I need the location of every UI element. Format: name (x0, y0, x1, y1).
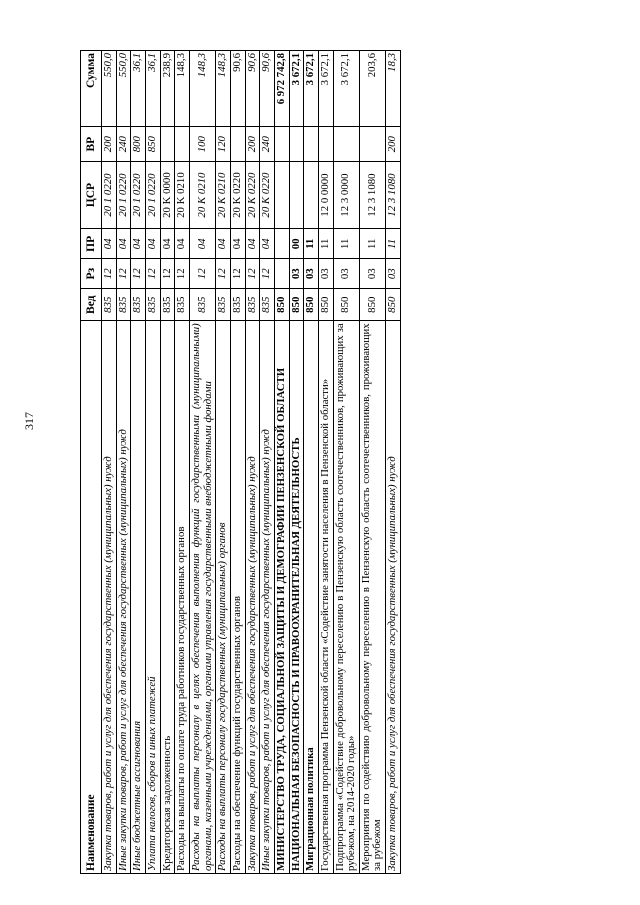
cell-csr: 20 K 0210 (189, 161, 215, 229)
cell-pr: 04 (216, 229, 231, 259)
cell-name: Расходы на выплаты персоналу в целях обеспечения выполнения функций государственными (муниципальными) органами, казенными учреждениями, органами управления государственными внебюджетными фондами (189, 321, 215, 874)
cell-csr: 20 K 0210 (216, 161, 231, 229)
table-body (102, 51, 401, 874)
header-vr: ВР (81, 127, 102, 161)
cell-rz: 12 (189, 259, 215, 289)
cell-vr (230, 127, 245, 161)
cell-pr: 04 (102, 229, 117, 259)
cell-ved: 835 (160, 289, 175, 321)
cell-csr: 20 1 0220 (102, 161, 117, 229)
cell-csr (304, 161, 319, 229)
cell-pr: 04 (131, 229, 146, 259)
cell-sum: 3 672,1 (289, 51, 304, 127)
cell-csr: 12 3 1080 (386, 161, 401, 229)
cell-rz: 12 (216, 259, 231, 289)
cell-sum: 238,9 (160, 51, 175, 127)
cell-vr (175, 127, 190, 161)
table-row (116, 51, 131, 874)
page-number: 317 (22, 412, 36, 430)
cell-pr: 04 (260, 229, 275, 259)
cell-vr (318, 127, 333, 161)
cell-vr (160, 127, 175, 161)
cell-ved: 835 (175, 289, 190, 321)
cell-csr (289, 161, 304, 229)
cell-rz: 12 (175, 259, 190, 289)
cell-sum: 6 972 742,8 (274, 51, 289, 127)
cell-pr: 11 (304, 229, 319, 259)
cell-name: Иные закупки товаров, работ и услуг для обеспечения государственных (муниципальных) нужд (116, 321, 131, 874)
cell-vr: 240 (116, 127, 131, 161)
cell-ved: 850 (386, 289, 401, 321)
header-name: Наименование (81, 321, 102, 874)
cell-ved: 835 (131, 289, 146, 321)
cell-rz: 12 (102, 259, 117, 289)
cell-sum: 203,6 (359, 51, 385, 127)
cell-name: Подпрограмма «Содействие добровольному переселению в Пензенскую область соотечественников, проживающих за рубежом, на 2014-2020 годы» (333, 321, 359, 874)
cell-sum: 148,3 (216, 51, 231, 127)
cell-vr (304, 127, 319, 161)
cell-csr: 20 1 0220 (145, 161, 160, 229)
table-row (160, 51, 175, 874)
cell-pr: 00 (289, 229, 304, 259)
cell-sum: 90,6 (230, 51, 245, 127)
cell-ved: 835 (216, 289, 231, 321)
cell-ved: 835 (245, 289, 260, 321)
budget-table-sheet (80, 50, 544, 874)
cell-sum: 90,6 (260, 51, 275, 127)
cell-vr: 200 (102, 127, 117, 161)
cell-vr (274, 127, 289, 161)
cell-name: Миграционная политика (304, 321, 319, 874)
cell-vr (359, 127, 385, 161)
table-row (318, 51, 333, 874)
cell-rz: 03 (386, 259, 401, 289)
cell-csr: 20 1 0220 (131, 161, 146, 229)
cell-sum: 550,0 (116, 51, 131, 127)
cell-pr: 11 (359, 229, 385, 259)
cell-rz: 03 (289, 259, 304, 289)
cell-pr: 04 (175, 229, 190, 259)
cell-pr: 04 (230, 229, 245, 259)
table-row (274, 51, 289, 874)
cell-csr: 20 K 0210 (175, 161, 190, 229)
cell-rz: 03 (318, 259, 333, 289)
table-header (81, 51, 102, 874)
cell-rz: 12 (116, 259, 131, 289)
table-row (333, 51, 359, 874)
cell-rz: 12 (260, 259, 275, 289)
cell-csr: 12 3 0000 (333, 161, 359, 229)
cell-name: Иные закупки товаров, работ и услуг для обеспечения государственных (муниципальных) нужд (260, 321, 275, 874)
table-row (304, 51, 319, 874)
cell-sum: 90,6 (245, 51, 260, 127)
cell-pr: 04 (189, 229, 215, 259)
cell-name: Государственная программа Пензенской области «Содействие занятости населения в Пензенской области» (318, 321, 333, 874)
cell-ved: 835 (189, 289, 215, 321)
cell-ved: 850 (274, 289, 289, 321)
cell-rz: 12 (131, 259, 146, 289)
cell-vr: 200 (386, 127, 401, 161)
table-row (359, 51, 385, 874)
cell-vr (333, 127, 359, 161)
cell-name: Кредиторская задолженность (160, 321, 175, 874)
table-row (289, 51, 304, 874)
cell-csr: 12 3 1080 (359, 161, 385, 229)
cell-sum: 550,0 (102, 51, 117, 127)
cell-name: Мероприятия по содействию добровольному переселению в Пензенскую область соотечественников, проживающих за рубежом (359, 321, 385, 874)
cell-sum: 36,1 (145, 51, 160, 127)
cell-name: Закупка товаров, работ и услуг для обеспечения государственных (муниципальных) нужд (102, 321, 117, 874)
cell-sum: 3 672,1 (304, 51, 319, 127)
cell-rz: 12 (230, 259, 245, 289)
cell-rz: 03 (304, 259, 319, 289)
cell-name: Уплата налогов, сборов и иных платежей (145, 321, 160, 874)
cell-ved: 850 (359, 289, 385, 321)
header-row (81, 51, 102, 874)
cell-csr: 20 K 0000 (160, 161, 175, 229)
cell-pr (274, 229, 289, 259)
cell-csr (274, 161, 289, 229)
cell-csr: 20 K 0220 (260, 161, 275, 229)
cell-vr: 120 (216, 127, 231, 161)
header-sum: Сумма (81, 51, 102, 127)
table-row (145, 51, 160, 874)
cell-ved: 850 (318, 289, 333, 321)
cell-name: Расходы на выплаты по оплате труда работников государственных органов (175, 321, 190, 874)
cell-sum: 3 672,1 (318, 51, 333, 127)
cell-name: Закупка товаров, работ и услуг для обеспечения государственных (муниципальных) нужд (245, 321, 260, 874)
table-row (260, 51, 275, 874)
cell-vr: 100 (189, 127, 215, 161)
cell-csr: 20 K 0220 (245, 161, 260, 229)
cell-ved: 850 (333, 289, 359, 321)
cell-rz: 12 (245, 259, 260, 289)
cell-pr: 11 (333, 229, 359, 259)
cell-ved: 850 (289, 289, 304, 321)
cell-rz: 03 (359, 259, 385, 289)
cell-ved: 835 (145, 289, 160, 321)
cell-name: НАЦИОНАЛЬНАЯ БЕЗОПАСНОСТЬ И ПРАВООХРАНИТЕЛЬНАЯ ДЕЯТЕЛЬНОСТЬ (289, 321, 304, 874)
cell-ved: 850 (304, 289, 319, 321)
cell-sum: 148,3 (175, 51, 190, 127)
cell-ved: 835 (260, 289, 275, 321)
cell-sum: 36,1 (131, 51, 146, 127)
table-row (131, 51, 146, 874)
cell-csr: 12 0 0000 (318, 161, 333, 229)
header-ved: Вед (81, 289, 102, 321)
cell-name: МИНИСТЕРСТВО ТРУДА, СОЦИАЛЬНОЙ ЗАЩИТЫ И ДЕМОГРАФИИ ПЕНЗЕНСКОЙ ОБЛАСТИ (274, 321, 289, 874)
cell-sum: 3 672,1 (333, 51, 359, 127)
cell-vr: 240 (260, 127, 275, 161)
cell-rz: 12 (145, 259, 160, 289)
table-row (175, 51, 190, 874)
cell-pr: 04 (116, 229, 131, 259)
cell-ved: 835 (116, 289, 131, 321)
cell-ved: 835 (102, 289, 117, 321)
cell-pr: 11 (318, 229, 333, 259)
cell-pr: 11 (386, 229, 401, 259)
table-row (386, 51, 401, 874)
cell-csr: 20 1 0220 (116, 161, 131, 229)
cell-vr (289, 127, 304, 161)
table-row (102, 51, 117, 874)
table-row (216, 51, 231, 874)
cell-name: Иные бюджетные ассигнования (131, 321, 146, 874)
cell-sum: 148,3 (189, 51, 215, 127)
header-csr: ЦСР (81, 161, 102, 229)
cell-csr: 20 K 0220 (230, 161, 245, 229)
budget-table (80, 50, 401, 874)
cell-name: Расходы на обеспечение функций государственных органов (230, 321, 245, 874)
cell-rz (274, 259, 289, 289)
cell-name: Закупка товаров, работ и услуг для обеспечения государственных (муниципальных) нужд (386, 321, 401, 874)
cell-vr: 800 (131, 127, 146, 161)
cell-pr: 04 (245, 229, 260, 259)
cell-sum: 18,3 (386, 51, 401, 127)
cell-rz: 12 (160, 259, 175, 289)
cell-pr: 04 (145, 229, 160, 259)
cell-ved: 835 (230, 289, 245, 321)
cell-vr: 850 (145, 127, 160, 161)
header-pr: ПР (81, 229, 102, 259)
header-rz: Рз (81, 259, 102, 289)
cell-name: Расходы на выплаты персоналу государственных (муниципальных) органов (216, 321, 231, 874)
table-row (245, 51, 260, 874)
cell-rz: 03 (333, 259, 359, 289)
cell-pr: 04 (160, 229, 175, 259)
table-row (189, 51, 215, 874)
table-row (230, 51, 245, 874)
cell-vr: 200 (245, 127, 260, 161)
